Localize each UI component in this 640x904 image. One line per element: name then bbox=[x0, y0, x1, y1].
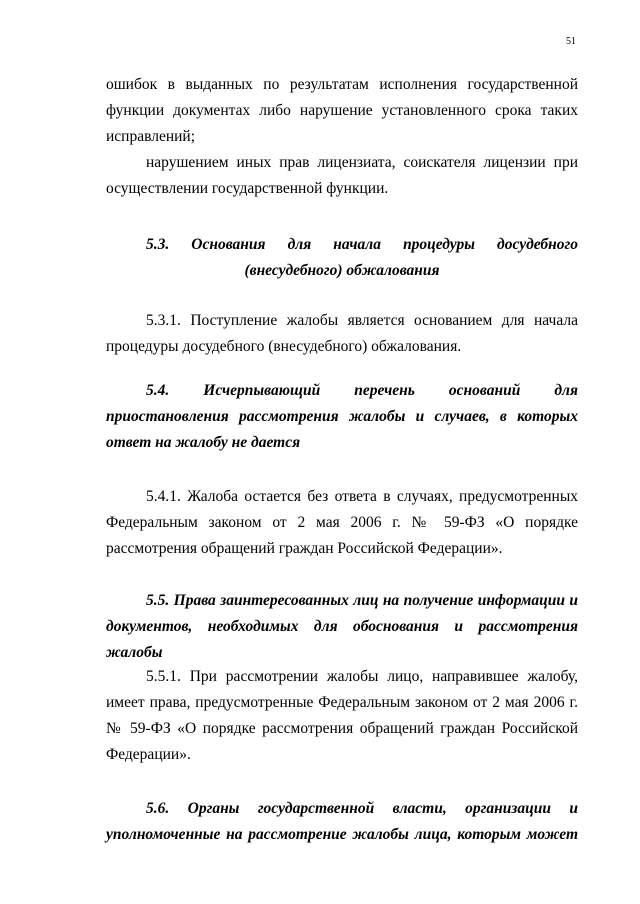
heading-5-4: 5.4. Исчерпывающий перечень оснований для приостановления рассмотрения жалобы и случаев, в которых ответ на жалобу не дается bbox=[106, 382, 578, 451]
paragraph-violations: нарушением иных прав лицензиата, соискателя лицензии при осуществлении государственной функции. bbox=[106, 154, 578, 197]
paragraph-5-3-1: 5.3.1. Поступление жалобы является основанием для начала процедуры досудебного (внесудебного) обжалования. bbox=[106, 312, 578, 355]
heading-5-6: 5.6. Органы государственной власти, организации и уполномоченные на рассмотрение жалобы лица, которым может bbox=[106, 800, 578, 843]
heading-5-3: 5.3. Основания для начала процедуры досудебного (внесудебного) обжалования bbox=[146, 236, 578, 279]
page-number: 51 bbox=[566, 36, 576, 47]
paragraph-errors: ошибок в выданных по результатам исполнения государственной функции документах либо нарушение установленного срока таких исправлений; bbox=[106, 76, 578, 145]
heading-5-5: 5.5. Права заинтересованных лиц на получение информации и документов, необходимых для обоснования и рассмотрения жалобы bbox=[106, 592, 578, 661]
paragraph-5-4-1: 5.4.1. Жалоба остается без ответа в случаях, предусмотренных Федеральным законом от 2 мая 2006 г. № 59-ФЗ «О порядке рассмотрения обращений граждан Российской Федерации». bbox=[106, 488, 578, 557]
paragraph-5-5-1: 5.5.1. При рассмотрении жалобы лицо, направившее жалобу, имеет права, предусмотренные Федеральным законом от 2 мая 2006 г. № 59-ФЗ «О порядке рассмотрения обращений граждан Российской Федерации». bbox=[106, 668, 578, 763]
